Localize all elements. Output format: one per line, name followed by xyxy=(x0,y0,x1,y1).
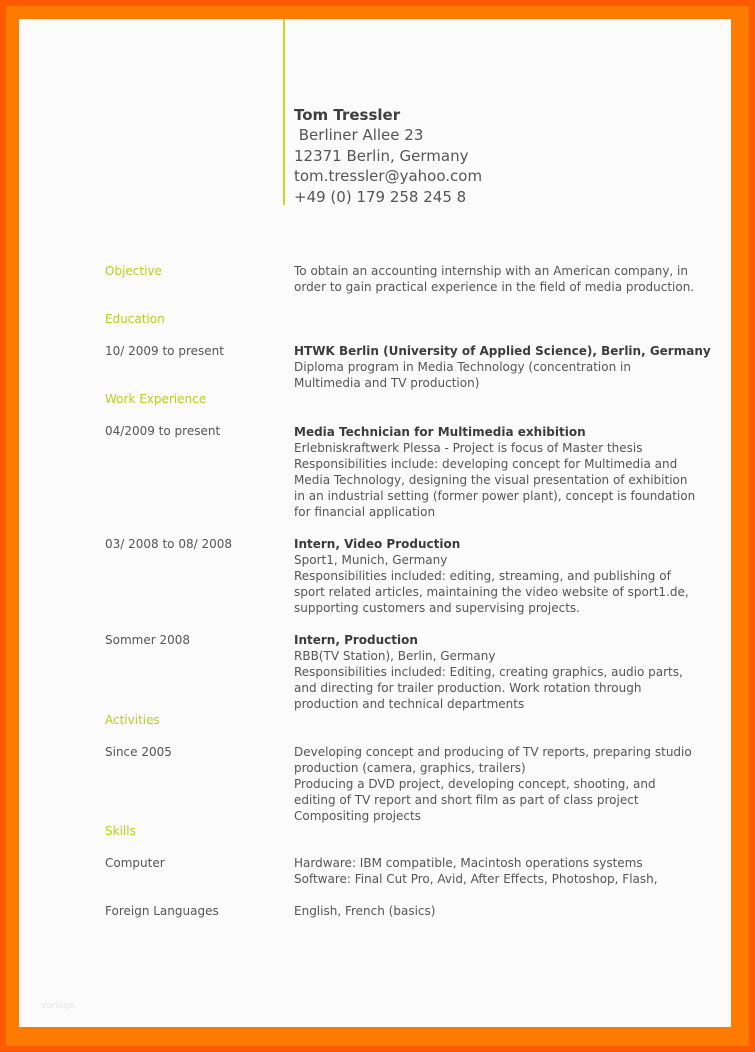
text-line: Hardware: IBM compatible, Macintosh operations systems xyxy=(294,856,643,870)
text-line: Responsibilities included: Editing, creating graphics, audio parts, xyxy=(294,665,683,679)
contact-header xyxy=(294,105,482,207)
text-line: Sport1, Munich, Germany xyxy=(294,553,448,567)
text-line: Producing a DVD project, developing concept, shooting, and xyxy=(294,777,656,791)
entry-title: Intern, Production xyxy=(294,633,418,647)
entry-title: Intern, Video Production xyxy=(294,537,461,551)
activities-entry xyxy=(294,744,692,824)
text-line: Diploma program in Media Technology (concentration in xyxy=(294,360,631,374)
education-date: 10/ 2009 to present xyxy=(105,344,224,358)
text-line: Erlebniskraftwerk Plessa - Project is focus of Master thesis xyxy=(294,441,643,455)
text-line: To obtain an accounting internship with an American company, in xyxy=(294,264,688,278)
accent-divider xyxy=(283,19,285,205)
text-line: Developing concept and producing of TV reports, preparing studio xyxy=(294,745,692,759)
text-line: Compositing projects xyxy=(294,809,421,823)
text-line: production and technical departments xyxy=(294,697,525,711)
address-city: 12371 Berlin, Germany xyxy=(294,146,469,165)
work-date: Sommer 2008 xyxy=(105,633,191,647)
watermark: vorlage xyxy=(41,1001,75,1011)
section-education: Education xyxy=(105,312,165,326)
text-line: Media Technology, designing the visual presentation of exhibition xyxy=(294,473,688,487)
text-line: for financial application xyxy=(294,505,436,519)
work-entry xyxy=(294,424,696,520)
text-line: production (camera, graphics, trailers) xyxy=(294,761,526,775)
text-line: English, French (basics) xyxy=(294,904,436,918)
entry-title: Media Technician for Multimedia exhibition xyxy=(294,425,586,439)
text-line: and directing for trailer production. Work rotation through xyxy=(294,681,642,695)
text-line: in an industrial setting (former power plant), concept is foundation xyxy=(294,489,696,503)
section-activities: Activities xyxy=(105,713,160,727)
resume-page xyxy=(19,19,731,1027)
email: tom.tressler@yahoo.com xyxy=(294,167,483,185)
skill-entry xyxy=(294,903,674,919)
address-street: Berliner Allee 23 xyxy=(294,126,424,144)
section-work-experience: Work Experience xyxy=(105,392,207,406)
skill-label: Computer xyxy=(105,856,165,870)
text-line: Software: Final Cut Pro, Avid, After Effects, Photoshop, Flash, xyxy=(294,872,658,886)
objective-text xyxy=(294,263,695,295)
text-line: editing of TV report and short film as part of class project xyxy=(294,793,639,807)
skill-entry xyxy=(294,855,674,887)
text-line: order to gain practical experience in the field of media production. xyxy=(294,280,695,294)
applicant-name: Tom Tressler xyxy=(294,106,401,124)
text-line: supporting customers and supervising projects. xyxy=(294,601,580,615)
text-line: Responsibilities included: editing, streaming, and publishing of xyxy=(294,569,671,583)
work-entry xyxy=(294,632,683,712)
section-skills: Skills xyxy=(105,824,136,838)
text-line: sport related articles, maintaining the video website of sport1.de, xyxy=(294,585,689,599)
text-line: Multimedia and TV production) xyxy=(294,376,480,390)
work-date: 03/ 2008 to 08/ 2008 xyxy=(105,537,233,551)
phone: +49 (0) 179 258 245 8 xyxy=(294,187,467,206)
work-date: 04/2009 to present xyxy=(105,424,221,438)
section-objective: Objective xyxy=(105,264,162,278)
work-entry xyxy=(294,536,689,616)
activities-date: Since 2005 xyxy=(105,745,172,759)
skill-label: Foreign Languages xyxy=(105,904,219,918)
education-entry xyxy=(294,343,711,391)
entry-title: HTWK Berlin (University of Applied Science), Berlin, Germany xyxy=(294,344,711,358)
text-line: RBB(TV Station), Berlin, Germany xyxy=(294,649,496,663)
text-line: Responsibilities include: developing concept for Multimedia and xyxy=(294,457,678,471)
